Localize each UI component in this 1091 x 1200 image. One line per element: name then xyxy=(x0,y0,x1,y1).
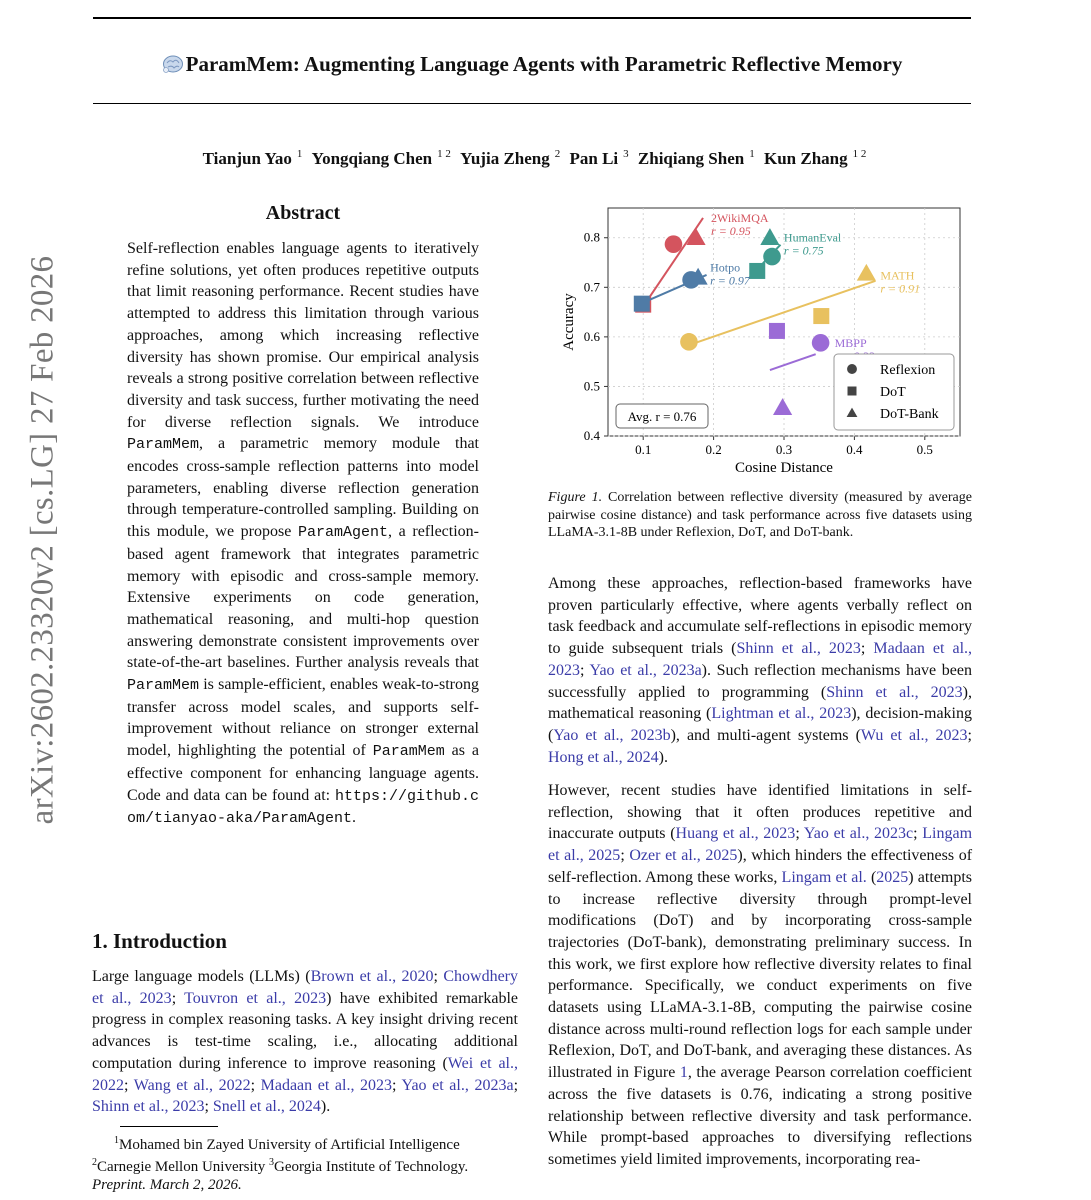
citation-link[interactable]: Madaan et al., 2023 xyxy=(548,640,973,679)
right-paragraph-2: However, recent studies have identified limitations in self-reflection, showing that it often produces repetitive and inaccurate outputs (Huang et al., 2023; Yao et al., 2023c; Lingam et al., 2025; Ozer et al., 2025), which hinders the effectiveness of self-reflection. Among these works, Lingam et al. (2025) attempts to increase reflective diversity through prompt-level modifications (DoT) and by incorporating cross-sample trajectories (DoT-bank), demonstrating preliminary success. In this work, we first explore how reflective diversity relates to final performance. Specifically, we conduct experiments on five datasets using LLaMA-3.1-8B, computing the pairwise cosine distance across multi-round reflection logs for each sample under Reflexion, DoT, and DoT-bank, and averaging these distances. As illustrated in Figure 1, the average Pearson correlation coefficient across the five datasets is 0.76, indicating a strong positive relationship between reflective diversity and task performance. While prompt-based approaches to diversifying reflections sometimes yield limited improvements, incorporating rea- xyxy=(548,782,973,1168)
author-name: Yongqiang Chen xyxy=(311,148,433,168)
author-name: Yujia Zheng xyxy=(460,148,550,168)
section-heading-introduction: 1. Introduction xyxy=(92,929,227,953)
legend-marker-circle xyxy=(847,364,857,374)
series-correlation: r = 0.97 xyxy=(710,273,750,288)
series-label: MATH xyxy=(880,268,915,283)
citation-link[interactable]: Lingam et al., 2025 xyxy=(548,825,973,865)
abstract-text: Self-reflection enables language agents to iteratively refine solutions, yet often produces repetitive outputs that limit reasoning performance. Recent studies have attempted to address this limitation through various approaches, among which increasing reflective diversity has shown promise. Our empirical analysis reveals a strong positive correlation between reflective diversity and task success, further motivating the need for diverse reflection signals. We introduce ParamMem, a parametric memory module that encodes cross-sample reflection patterns into model parameters, enabling diverse reflection generation through temperature-controlled sampling. Building on this module, we propose ParamAgent, a reflection-based agent framework that integrates parametric memory with episodic and cross-sample memory. Extensive experiments on code generation, mathematical reasoning, and multi-hop question answering demonstrate consistent improvements over state-of-the-art baselines. Further analysis reveals that ParamMem is sample-efficient, enables weak-to-strong transfer across model scales, and supports self-improvement without reliance on stronger external model, highlighting the potential of ParamMem as a effective component for enhancing language agents. Code and data can be found at: https://github.com/tianyao-aka/ParamAgent. xyxy=(127,240,480,828)
citation-link[interactable]: Snell et al., 2024 xyxy=(212,1098,321,1116)
affiliation-line-2: $^2$Carnegie Mellon University $^3$Georgia Institute of Technology. xyxy=(92,1157,469,1175)
figure-1-chart xyxy=(553,198,973,485)
citation-link[interactable]: Wei et al., 2022 xyxy=(92,1054,518,1094)
title-bottom-rule xyxy=(93,103,971,104)
annotation-text: Avg. r = 0.76 xyxy=(627,409,697,424)
series-correlation: r = 0.91 xyxy=(880,281,921,296)
citation-link[interactable]: Brown et al., 2020 xyxy=(310,968,434,985)
author-affiliation: 1 xyxy=(749,148,755,160)
paper-title: ParamMem: Augmenting Language Agents with Parametric Reflective Memory xyxy=(93,48,971,83)
citation-link[interactable]: Wang et al., 2022 xyxy=(133,1076,251,1094)
author-affiliation: 1 xyxy=(296,148,303,160)
abstract-heading: Abstract xyxy=(265,202,341,224)
data-point-circle xyxy=(812,334,830,352)
y-tick-label: 0.6 xyxy=(583,328,600,344)
intro-paragraph: Large language models (LLMs) (Brown et al., 2020; Chowdhery et al., 2023; Touvron et al., 2023) have exhibited remarkable progress in complex reasoning tasks. A key insight driving recent advances is test-time scaling, i.e., allocating additional computation during inference to improve reasoning (Wei et al., 2022; Wang et al., 2022; Madaan et al., 2023; Yao et al., 2023a; Shinn et al., 2023; Snell et al., 2024). xyxy=(92,968,519,1116)
data-point-circle xyxy=(665,235,683,253)
data-point-circle xyxy=(763,248,781,266)
citation-link[interactable]: Wu et al., 2023 xyxy=(860,726,968,744)
citation-link[interactable]: Chowdhery et al., 2023 xyxy=(92,968,518,1007)
citation-link[interactable]: Yao et al., 2023a xyxy=(401,1076,514,1094)
series-correlation: r = 0.95 xyxy=(711,223,751,238)
citation-link[interactable]: Shinn et al., 2023 xyxy=(736,640,861,658)
footnote-rule xyxy=(120,1126,218,1127)
author-list xyxy=(93,140,971,173)
data-point-square xyxy=(749,263,765,279)
author-affiliation: 2 xyxy=(554,148,561,160)
x-tick-label: 0.3 xyxy=(775,442,793,457)
x-tick-label: 0.5 xyxy=(916,442,933,457)
citation-link[interactable]: Lightman et al., 2023 xyxy=(711,705,852,723)
arxiv-sidebar xyxy=(18,140,68,940)
citation-link[interactable]: Huang et al., 2023 xyxy=(675,825,796,843)
y-tick-label: 0.7 xyxy=(583,279,600,295)
citation-link[interactable]: Madaan et al., 2023 xyxy=(260,1076,393,1094)
series-label: 2WikiMQA xyxy=(711,210,769,225)
author-name: Kun Zhang xyxy=(763,148,848,168)
scatter-plot-svg xyxy=(553,198,973,480)
author-name: Pan Li xyxy=(569,148,619,168)
legend-label: DoT xyxy=(880,385,906,400)
preprint-date: Preprint. March 2, 2026. xyxy=(92,1177,242,1193)
y-tick-label: 0.8 xyxy=(583,229,600,245)
footnote xyxy=(92,1132,522,1194)
citation-link[interactable]: 2025 xyxy=(876,868,909,886)
citation-link[interactable]: Yao et al., 2023b xyxy=(553,726,671,744)
author-affiliation: 1 2 xyxy=(852,148,867,160)
x-tick-label: 0.2 xyxy=(705,442,722,457)
citation-link[interactable]: Hong et al., 2024 xyxy=(548,748,659,766)
data-point-circle xyxy=(680,333,698,351)
figure-1-caption: Figure 1. Correlation between reflective diversity (measured by average pairwise cosine distance) and task performance across five datasets using LLaMA-3.1-8B under Reflexion, DoT, and DoT-bank. xyxy=(548,490,972,540)
citation-link[interactable]: Touvron et al., 2023 xyxy=(184,989,327,1007)
series-label: HumanEval xyxy=(783,230,842,245)
legend-label: Reflexion xyxy=(880,363,936,378)
citation-link[interactable]: Ozer et al., 2025 xyxy=(629,847,738,865)
x-tick-label: 0.1 xyxy=(635,442,652,457)
series-label: Hotpo xyxy=(710,260,741,275)
affiliation-line-1: $^1$Mohamed bin Zayed University of Artificial Intelligence xyxy=(114,1135,460,1153)
citation-link[interactable]: Shinn et al., 2023 xyxy=(92,1098,205,1116)
brain-logo-icon xyxy=(162,51,184,83)
citation-link[interactable]: Shinn et al., 2023 xyxy=(826,683,963,701)
author-affiliation: 3 xyxy=(623,148,629,160)
citation-link[interactable]: Yao et al., 2023a xyxy=(589,661,702,679)
series-correlation: r = 0.75 xyxy=(783,243,824,258)
x-tick-label: 0.4 xyxy=(846,442,863,457)
y-tick-label: 0.4 xyxy=(583,428,600,443)
author-name: Tianjun Yao xyxy=(202,148,292,168)
title-top-rule xyxy=(93,17,971,19)
y-tick-label: 0.5 xyxy=(583,378,600,394)
x-axis-label: Cosine Distance xyxy=(735,460,833,476)
legend-marker-square xyxy=(848,387,857,396)
code-url-link[interactable]: https://github.com/tianyao-aka/ParamAgent xyxy=(127,787,479,828)
data-point-square xyxy=(813,308,829,324)
arxiv-identifier: arXiv:2602.23320v2 [cs.LG] 27 Feb 2026 xyxy=(24,255,61,825)
citation-link[interactable]: Lingam et al. xyxy=(781,868,867,886)
data-point-square xyxy=(769,323,785,339)
author-affiliation: 1 2 xyxy=(437,148,451,160)
series-label: MBPP xyxy=(834,335,867,350)
data-point-square xyxy=(634,296,650,312)
figure-reference-link[interactable]: 1 xyxy=(679,1064,688,1082)
y-axis-label: Accuracy xyxy=(561,293,577,351)
citation-link[interactable]: Yao et al., 2023c xyxy=(803,825,914,843)
author-name: Zhiqiang Shen xyxy=(637,148,745,168)
right-paragraph-1: Among these approaches, reflection-based frameworks have proven particularly effective, where agents verbally reflect on task feedback and accumulate self-reflections in episodic memory to guide subsequent trials (Shinn et al., 2023; Madaan et al., 2023; Yao et al., 2023a). Such reflection mechanisms have been successfully applied to programming (Shinn et al., 2023), mathematical reasoning (Lightman et al., 2023), decision-making (Yao et al., 2023b), and multi-agent systems (Wu et al., 2023; Hong et al., 2024). xyxy=(548,575,973,766)
legend-label: DoT-Bank xyxy=(880,407,939,422)
